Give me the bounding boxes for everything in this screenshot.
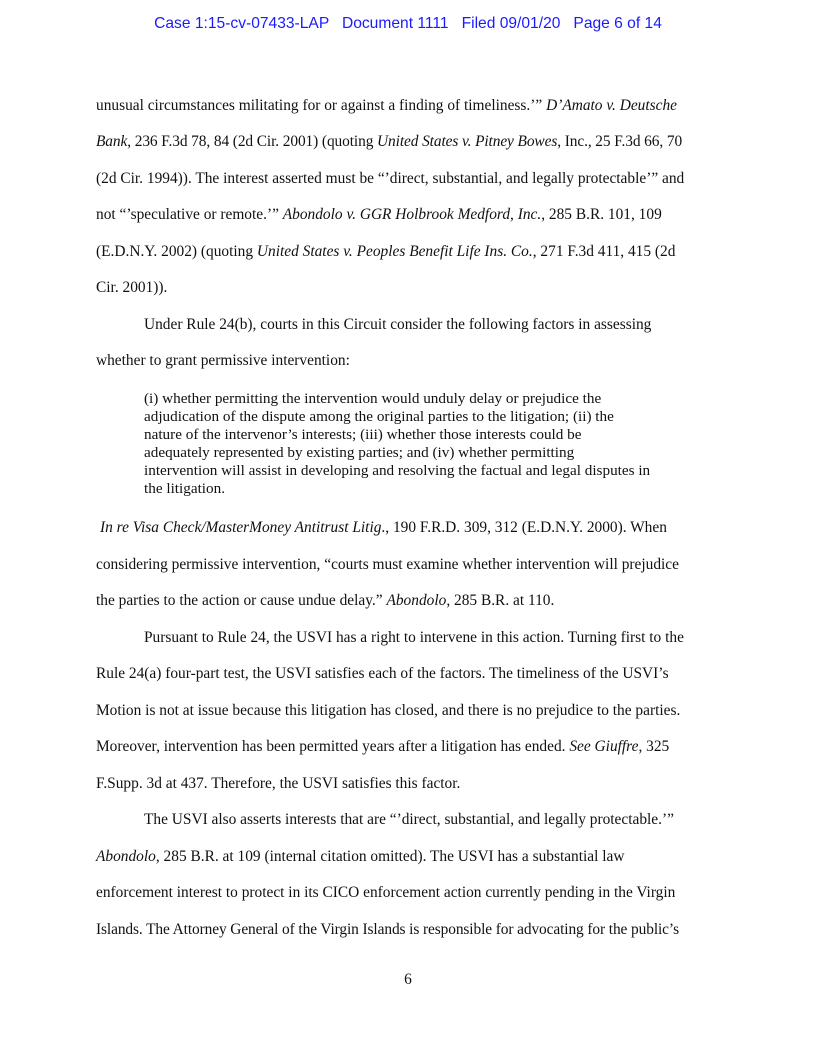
page-number: 6	[404, 971, 412, 988]
body-line: not “’speculative or remote.’” Abondolo v. GGR Holbrook Medford, Inc., 285 B.R. 101, 109	[96, 206, 662, 223]
body-line: Pursuant to Rule 24, the USVI has a right to intervene in this action. Turning first to the	[144, 629, 684, 646]
case-number: Case 1:15-cv-07433-LAP	[154, 15, 329, 32]
body-line: Abondolo, 285 B.R. at 109 (internal citation omitted). The USVI has a substantial law	[96, 848, 625, 865]
body-line: The USVI also asserts interests that are “’direct, substantial, and legally protectable.’”	[144, 811, 674, 828]
body-line: In re Visa Check/MasterMoney Antitrust Litig., 190 F.R.D. 309, 312 (E.D.N.Y. 2000). When	[100, 519, 667, 536]
filed-date: Filed 09/01/20	[461, 15, 561, 32]
quote-line: (i) whether permitting the intervention would unduly delay or prejudice the	[144, 390, 602, 407]
body-line: (E.D.N.Y. 2002) (quoting United States v. Peoples Benefit Life Ins. Co., 271 F.3d 411, 415 (2d	[96, 243, 676, 260]
body-line: Rule 24(a) four-part test, the USVI satisfies each of the factors. The timeliness of the USVI’s	[96, 665, 669, 682]
body-line: Motion is not at issue because this litigation has closed, and there is no prejudice to the parties.	[96, 702, 681, 719]
body-line: F.Supp. 3d at 437. Therefore, the USVI satisfies this factor.	[96, 775, 461, 792]
quote-line: adjudication of the dispute among the original parties to the litigation; (ii) the	[144, 408, 614, 425]
body-line: (2d Cir. 1994)). The interest asserted must be “’direct, substantial, and legally protectable’” and	[96, 170, 685, 187]
body-line: the parties to the action or cause undue delay.” Abondolo, 285 B.R. at 110.	[96, 592, 555, 609]
page-of-total: Page 6 of 14	[573, 15, 662, 32]
body-line: enforcement interest to protect in its CICO enforcement action currently pending in the Virgin	[96, 884, 676, 901]
quote-line: nature of the intervenor’s interests; (iii) whether those interests could be	[144, 426, 582, 443]
body-line: Cir. 2001)).	[96, 279, 168, 296]
body-line: unusual circumstances militating for or against a finding of timeliness.’” D’Amato v. Deutsche	[96, 97, 677, 114]
quote-line: adequately represented by existing parties; and (iv) whether permitting	[144, 444, 575, 461]
body-line: Under Rule 24(b), courts in this Circuit consider the following factors in assessing	[144, 316, 652, 333]
document-number: Document 1111	[341, 15, 449, 32]
quote-line: the litigation.	[144, 480, 225, 497]
quote-line: intervention will assist in developing and resolving the factual and legal disputes in	[144, 462, 651, 479]
body-line: Bank, 236 F.3d 78, 84 (2d Cir. 2001) (quoting United States v. Pitney Bowes, Inc., 25 F.3d 66, 70	[96, 133, 683, 150]
body-line: Islands. The Attorney General of the Virgin Islands is responsible for advocating for the public’s	[96, 921, 679, 938]
body-line: whether to grant permissive intervention:	[96, 352, 350, 369]
body-line: considering permissive intervention, “courts must examine whether intervention will prejudice	[96, 556, 679, 573]
case-header	[0, 15, 816, 33]
body-line: Moreover, intervention has been permitted years after a litigation has ended. See Giuffre, 325	[96, 738, 670, 755]
